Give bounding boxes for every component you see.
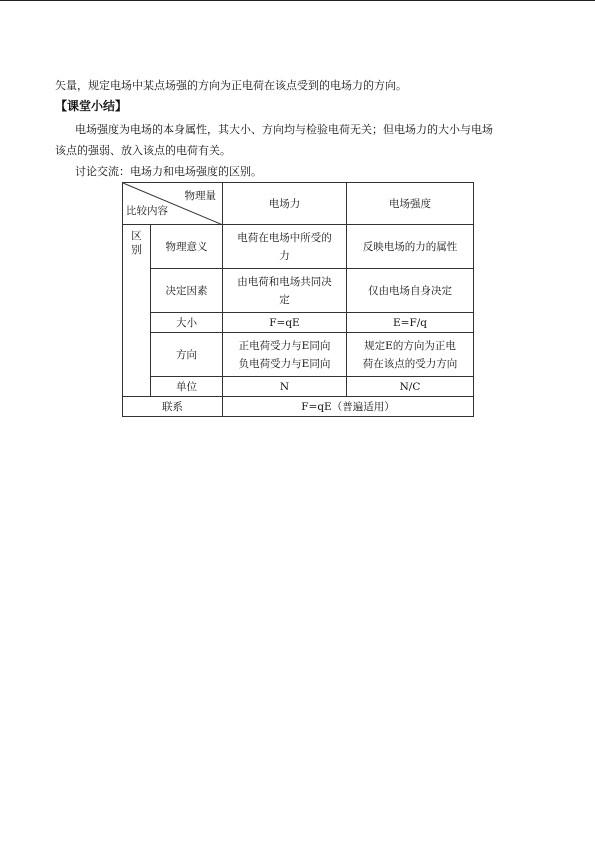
row-label: 单位 [151,377,223,397]
table-cell [347,225,474,269]
table-cell [223,313,347,333]
column-header: 电场强度 [347,183,474,225]
table-cell [347,269,474,313]
cell-line: 由电荷和电场共同决 [237,275,332,288]
cell-line: 负电荷受力与E同向 [238,357,331,370]
paragraph-line: 该点的强弱、放入该点的电荷有关。 [55,144,231,157]
page-top-rule [0,0,595,1]
link-value: F=qE（普遍适用） [223,397,474,417]
cell-line: 规定E的方向为正电 [364,339,456,352]
cell-line: N/C [399,380,421,393]
header-quantity: 物理量 [184,190,216,202]
diagonal-header-cell [123,183,223,225]
row-label: 决定因素 [151,269,223,313]
cell-line: 荷在该点的受力方向 [362,357,458,370]
table-cell [223,377,347,397]
cell-line: 正电荷受力与E同向 [238,339,331,352]
table-cell [223,269,347,313]
group-label-cell [123,225,151,397]
link-label: 联系 [123,397,223,417]
group-label: 区别 [131,230,142,256]
paragraph-line: 讨论交流：电场力和电场强度的区别。 [75,165,262,178]
cell-line: N [279,380,290,393]
cell-line: F=qE [269,316,300,329]
table-cell [223,225,347,269]
paragraph-line: 矢量，规定电场中某点场强的方向为正电荷在该点受到的电场力的方向。 [55,79,407,92]
cell-line: 仅由电场自身决定 [368,284,452,297]
table-cell [223,333,347,377]
section-heading: 【课堂小结】 [55,99,128,113]
row-label: 物理意义 [151,225,223,269]
table-cell [347,313,474,333]
header-comparison: 比较内容 [126,205,168,217]
row-label: 大小 [151,313,223,333]
cell-line: 定 [279,293,290,306]
cell-line: 电荷在电场中所受的 [237,231,332,244]
comparison-table [122,182,474,417]
cell-line: 反映电场的力的属性 [362,240,458,253]
paragraph-line: 电场强度为电场的本身属性，其大小、方向均与检验电荷无关；但电场力的大小与电场 [75,123,493,136]
table-cell [347,333,474,377]
table-cell [347,377,474,397]
row-label: 方向 [151,333,223,377]
cell-line: E=F/q [392,316,427,329]
column-header: 电场力 [223,183,347,225]
cell-line: 力 [279,249,290,262]
